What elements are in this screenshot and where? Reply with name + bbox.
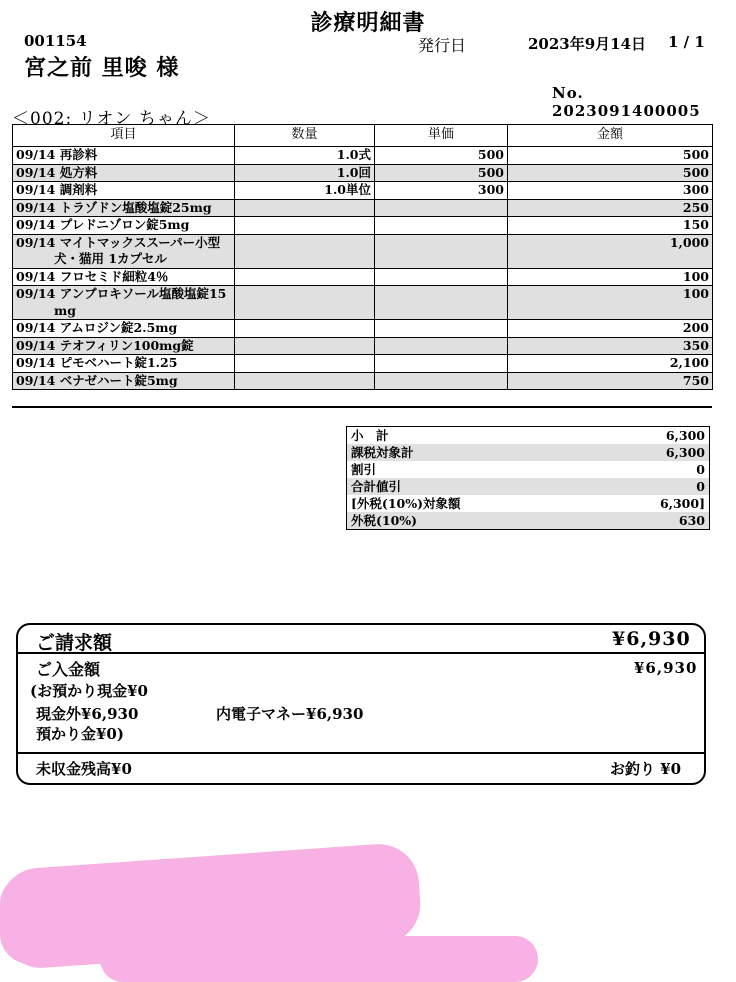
change-amount: お釣り ¥0 bbox=[610, 760, 682, 778]
totals-value: 0 bbox=[696, 462, 705, 477]
table-row bbox=[13, 372, 713, 390]
row-unit-price: 500 bbox=[375, 164, 508, 182]
row-quantity bbox=[235, 337, 375, 355]
row-item: 09/14 トラゾドン塩酸塩錠25mg bbox=[13, 199, 235, 217]
row-quantity bbox=[235, 268, 375, 286]
table-row bbox=[13, 355, 713, 373]
row-amount: 1,000 bbox=[508, 234, 713, 268]
document-number: No. 2023091400005 bbox=[552, 84, 701, 120]
row-amount: 750 bbox=[508, 372, 713, 390]
row-amount: 500 bbox=[508, 164, 713, 182]
row-quantity bbox=[235, 355, 375, 373]
row-amount: 250 bbox=[508, 199, 713, 217]
row-item bbox=[13, 234, 235, 268]
header-item: 項目 bbox=[13, 125, 235, 147]
totals-label: 合計値引 bbox=[347, 478, 536, 495]
row-unit-price bbox=[375, 268, 508, 286]
row-unit-price: 500 bbox=[375, 147, 508, 165]
issue-date-label: 発行日 bbox=[418, 36, 467, 55]
totals-value: 6,300 bbox=[665, 428, 705, 443]
patient-name: 宮之前 里唆 様 bbox=[24, 55, 180, 81]
row-quantity bbox=[235, 320, 375, 338]
row-amount: 500 bbox=[508, 147, 713, 165]
row-unit-price: 300 bbox=[375, 182, 508, 200]
totals-row bbox=[347, 478, 710, 495]
table-row bbox=[13, 337, 713, 355]
billing-title: ご請求額 bbox=[36, 632, 113, 654]
row-unit-price bbox=[375, 199, 508, 217]
row-amount: 100 bbox=[508, 268, 713, 286]
page-number: 1 / 1 bbox=[668, 33, 705, 51]
redaction-mark bbox=[100, 936, 538, 982]
row-quantity bbox=[235, 234, 375, 268]
itemized-table bbox=[12, 124, 713, 390]
table-row bbox=[13, 182, 713, 200]
table-bottom-rule bbox=[12, 406, 712, 408]
paid-detail-noncash: 現金外¥6,930 bbox=[36, 705, 139, 723]
table-row bbox=[13, 199, 713, 217]
totals-row bbox=[347, 512, 710, 530]
pet-name: ＜002: リオン ちゃん＞ bbox=[12, 109, 211, 129]
document-title: 診療明細書 bbox=[310, 10, 426, 36]
paid-detail-deposit: 預かり金¥0) bbox=[36, 725, 124, 743]
table-header-row bbox=[13, 125, 713, 147]
totals-label: 小 計 bbox=[351, 428, 389, 443]
table-row bbox=[13, 320, 713, 338]
row-quantity: 1.0式 bbox=[235, 147, 375, 165]
totals-row bbox=[347, 427, 710, 445]
table-row bbox=[13, 164, 713, 182]
header-unit-price: 単価 bbox=[375, 125, 508, 147]
table-row bbox=[13, 268, 713, 286]
row-amount: 300 bbox=[508, 182, 713, 200]
row-unit-price bbox=[375, 286, 508, 320]
row-unit-price bbox=[375, 320, 508, 338]
header-quantity: 数量 bbox=[235, 125, 375, 147]
row-item-line-1: 09/14 アンブロキソール塩酸塩錠15 bbox=[16, 286, 227, 301]
totals-label: [外税(10%)対象額 bbox=[351, 496, 461, 511]
row-item: 09/14 ピモベハート錠1.25 bbox=[13, 355, 235, 373]
billing-divider bbox=[18, 752, 704, 754]
outstanding-balance: 未収金残高¥0 bbox=[36, 760, 132, 778]
totals-value: 6,300 bbox=[536, 444, 710, 461]
totals-table bbox=[346, 426, 710, 530]
row-item: 09/14 再診料 bbox=[13, 147, 235, 165]
billing-total: ¥6,930 bbox=[612, 628, 691, 650]
row-item: 09/14 プレドニゾロン錠5mg bbox=[13, 217, 235, 235]
row-item-line-2: 犬・猫用 1カプセル bbox=[54, 251, 167, 266]
row-item: 09/14 調剤料 bbox=[13, 182, 235, 200]
row-amount: 2,100 bbox=[508, 355, 713, 373]
row-amount: 150 bbox=[508, 217, 713, 235]
row-unit-price bbox=[375, 355, 508, 373]
row-unit-price bbox=[375, 337, 508, 355]
paid-label: ご入金額 bbox=[36, 660, 101, 679]
row-unit-price bbox=[375, 372, 508, 390]
row-unit-price bbox=[375, 217, 508, 235]
totals-row bbox=[347, 461, 710, 478]
header-amount: 金額 bbox=[508, 125, 713, 147]
row-item-line-1: 09/14 マイトマックススーパー小型 bbox=[16, 234, 221, 250]
emoney-amount: 内電子マネー¥6,930 bbox=[216, 705, 364, 723]
totals-value: 630 bbox=[536, 512, 710, 530]
row-amount: 350 bbox=[508, 337, 713, 355]
billing-divider bbox=[18, 652, 704, 654]
issue-date: 2023年9月14日 bbox=[528, 35, 647, 53]
paid-detail-cash: (お預かり現金¥0 bbox=[30, 682, 148, 700]
row-quantity bbox=[235, 217, 375, 235]
totals-row bbox=[347, 495, 710, 512]
row-quantity bbox=[235, 199, 375, 217]
row-item: 09/14 処方料 bbox=[13, 164, 235, 182]
row-item: 09/14 アムロジン錠2.5mg bbox=[13, 320, 235, 338]
row-unit-price bbox=[375, 234, 508, 268]
row-item: 09/14 ベナゼハート錠5mg bbox=[13, 372, 235, 390]
table-row bbox=[13, 217, 713, 235]
totals-label: 割引 bbox=[351, 462, 377, 477]
row-item bbox=[13, 286, 235, 320]
totals-row bbox=[347, 444, 710, 461]
totals-label: 課税対象計 bbox=[347, 444, 536, 461]
row-quantity bbox=[235, 286, 375, 320]
table-row bbox=[13, 147, 713, 165]
row-item-line-2: mg bbox=[54, 302, 76, 318]
row-item: 09/14 テオフィリン100mg錠 bbox=[13, 337, 235, 355]
patient-id: 001154 bbox=[24, 32, 87, 50]
row-item: 09/14 フロセミド細粒4％ bbox=[13, 268, 235, 286]
paid-amount: ¥6,930 bbox=[634, 659, 698, 677]
row-quantity bbox=[235, 372, 375, 390]
row-quantity: 1.0回 bbox=[235, 164, 375, 182]
table-row bbox=[13, 234, 713, 268]
totals-label: 外税(10%) bbox=[347, 512, 536, 530]
totals-value: 6,300] bbox=[659, 496, 705, 511]
row-amount: 200 bbox=[508, 320, 713, 338]
totals-value: 0 bbox=[536, 478, 710, 495]
row-quantity: 1.0単位 bbox=[235, 182, 375, 200]
table-row bbox=[13, 286, 713, 320]
row-amount: 100 bbox=[508, 286, 713, 320]
